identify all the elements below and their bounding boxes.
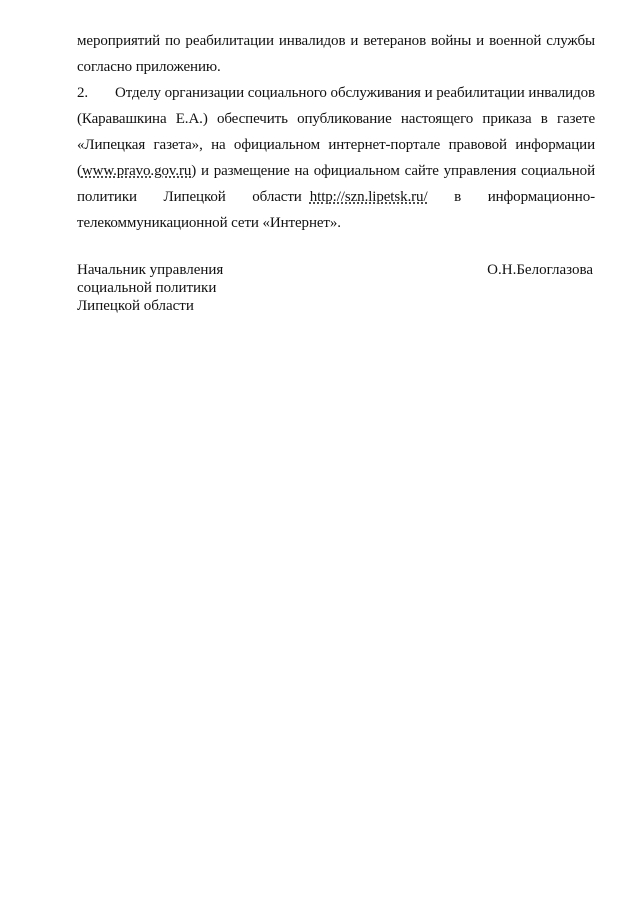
item-2-text-part3: в информационно-телекоммуникационной сети «Интернет». [77, 189, 595, 231]
continuation-paragraph: мероприятий по реабилитации инвалидов и ветеранов войны и военной службы согласно приложению. [77, 33, 595, 75]
item-number: 2. [77, 85, 89, 101]
signatory-title [77, 261, 223, 315]
item-2-text-part2: ) и размещение на официальном сайте управления социальной политики Липецкой области [77, 163, 595, 205]
szn-lipetsk-link[interactable]: http://szn.lipetsk.ru/ [309, 189, 428, 205]
signatory-title-line: социальной политики [77, 280, 217, 296]
signatory-name: О.Н.Белоглазова [487, 262, 593, 278]
signatory-title-line: Начальник управления [77, 262, 224, 278]
pravo-gov-link[interactable]: www.pravo.gov.ru [81, 163, 192, 179]
item-2-paragraph [77, 80, 595, 236]
signatory-title-line: Липецкой области [77, 298, 194, 314]
document-body [77, 28, 595, 236]
item-2-text-part1: Отделу организации социального обслуживания и реабилитации инвалидов (Каравашкина Е.А.) обеспечить опубликование настоящего приказа в газете «Липецкая газета», на официальном интернет-портале правовой информации ( [77, 85, 595, 179]
